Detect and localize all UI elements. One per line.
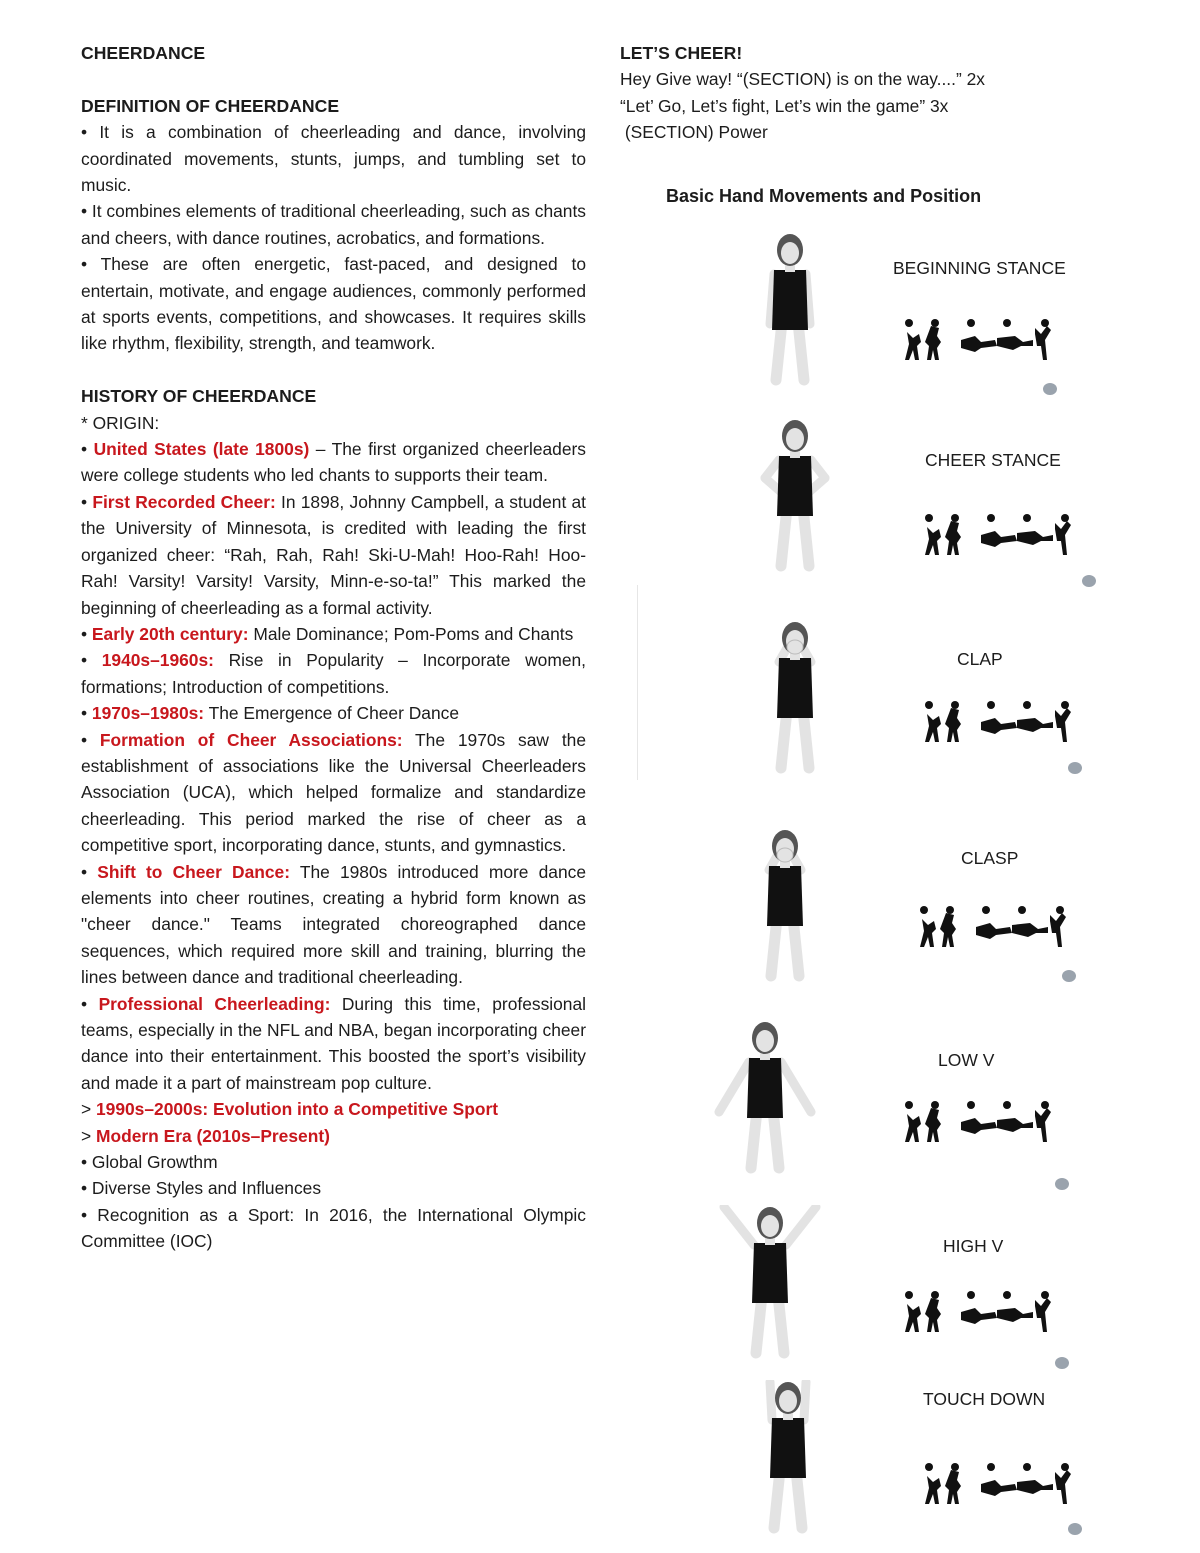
definition-item: • It combines elements of traditional cheerleading, such as chants and cheers, with dance routines, acrobatics, and formations. [81,201,586,248]
history-item-prefix: • [81,439,94,460]
cheer-line: (SECTION) Power [620,122,768,143]
history-item [81,436,586,489]
dot-icon [1068,1523,1082,1535]
tail-item: • Global Growthm [81,1152,218,1173]
history-item [81,489,586,621]
cheer-line: Hey Give way! “(SECTION) is on the way....” 2x [620,69,985,90]
divider-line [637,585,638,780]
dot-icon [1062,970,1076,982]
pose-label: CHEER STANCE [925,450,1061,470]
history-item-prefix: • [81,729,100,750]
dot-icon [1043,383,1057,395]
pose-label: BEGINNING STANCE [893,258,1066,278]
history-item-text: Male Dominance; Pom-Poms and Chants [248,623,574,644]
history-item [81,647,586,700]
history-item [81,621,586,647]
dot-icon [1082,575,1096,587]
history-item-highlight: 1940s–1960s: [101,650,214,671]
history-item-highlight: First Recorded Cheer: [92,491,276,512]
history-item-text: The 1970s saw the establishment of associations like the Universal Cheerleaders Association (UCA), which helped formalize and standardize cheerleading. This period marked the rise of cheer as a competitive sport, incorporating dance, stunts, and gymnastics. [81,729,586,856]
era-1990s: > 1990s–2000s: Evolution into a Competitive Sport [81,1099,499,1120]
tail-item: • Diverse Styles and Influences [81,1178,322,1199]
definition-item: • It is a combination of cheerleading and dance, involving coordinated movements, stunts, jumps, and tumbling set to music. [81,122,586,196]
pose-illustration-strip [885,318,1065,373]
history-item [81,859,586,991]
pose-figure [728,1380,848,1540]
history-item [81,700,586,726]
tail-item: • Recognition as a Sport: In 2016, the International Olympic Committee (IOC) [81,1204,586,1252]
pose-figure [735,418,855,578]
history-item-text: The 1980s introduced more dance elements into cheer routines, creating a hybrid form known as "cheer dance." Teams integrated choreographed dance sequences, which required more skill and training, blurring the lines between dance and traditional cheerleading. [81,861,586,988]
dot-icon [1055,1178,1069,1190]
history-item-prefix: • [81,623,92,644]
history-item-highlight: Professional Cheerleading: [98,993,331,1014]
pose-illustration-strip [900,905,1080,960]
pose-figure [730,232,850,392]
history-item-text: – The first organized cheerleaders were college students who led chants to supports their team. [81,439,587,486]
pose-label: CLAP [957,649,1003,669]
history-item [81,727,586,859]
pose-illustration-strip [885,1290,1065,1345]
history-item-prefix: • [81,993,99,1014]
pose-illustration-strip [905,513,1085,568]
history-item-highlight: United States (late 1800s) [93,439,310,460]
pose-label: HIGH V [943,1236,1004,1256]
definition-list [81,119,586,357]
era-modern: > Modern Era (2010s–Present) [81,1125,330,1146]
pose-figure [735,620,855,780]
history-item-highlight: Early 20th century: [91,623,249,644]
pose-illustration-strip [905,1462,1085,1517]
history-item-text: The Emergence of Cheer Dance [204,703,459,724]
tail-list [81,1149,586,1255]
cheer-heading: LET’S CHEER! [620,43,743,63]
page-title: CHEERDANCE [81,43,206,63]
pose-figure [710,1205,830,1365]
history-item-text: In 1898, Johnny Campbell, a student at the University of Minnesota, is credited with leading the first organized cheer: “Rah, Rah, Rah! Ski-U-Mah! Hoo-Rah! Hoo-Rah! Varsity! Varsity! Varsity, Minn-e-so-ta!” This marked the beginning of cheerleading as a formal activity. [81,491,587,618]
history-item-prefix: • [81,703,92,724]
right-column [620,40,1140,146]
origin-label: * ORIGIN: [81,412,160,433]
history-item-prefix: • [81,650,102,671]
history-item-text: Rise in Popularity – Incorporate women, formations; Introduction of competitions. [81,650,587,697]
history-heading: HISTORY OF CHEERDANCE [81,386,317,407]
pose-figure [725,828,845,988]
pose-illustration-strip [885,1100,1065,1155]
pose-illustration-strip [905,700,1085,755]
definition-heading: DEFINITION OF CHEERDANCE [81,95,340,116]
dot-icon [1068,762,1082,774]
definition-item: • These are often energetic, fast-paced, and designed to entertain, motivate, and engage audiences, commonly performed at sports events, competitions, and showcases. It requires skills like rhythm, flexibility, strength, and teamwork. [81,254,586,354]
history-item-highlight: 1970s–1980s: [91,703,205,724]
history-item [81,991,586,1097]
history-item-highlight: Shift to Cheer Dance: [97,861,291,882]
history-list [81,436,586,1096]
pose-figure [705,1020,825,1180]
pose-label: LOW V [938,1050,995,1070]
history-item-highlight: Formation of Cheer Associations: [99,729,403,750]
dot-icon [1055,1357,1069,1369]
history-item-prefix: • [81,491,93,512]
cheer-line: “Let’ Go, Let’s fight, Let’s win the game” 3x [620,95,949,116]
poses-subheading: Basic Hand Movements and Position [666,186,982,206]
history-item-prefix: • [81,861,98,882]
history-item-text: During this time, professional teams, especially in the NFL and NBA, began incorporating cheer dance into their entertainment. This boosted the sport’s visibility and made it a part of mainstream pop culture. [81,993,587,1093]
pose-label: CLASP [961,848,1019,868]
pose-label: TOUCH DOWN [923,1389,1046,1409]
left-column [81,40,586,1255]
